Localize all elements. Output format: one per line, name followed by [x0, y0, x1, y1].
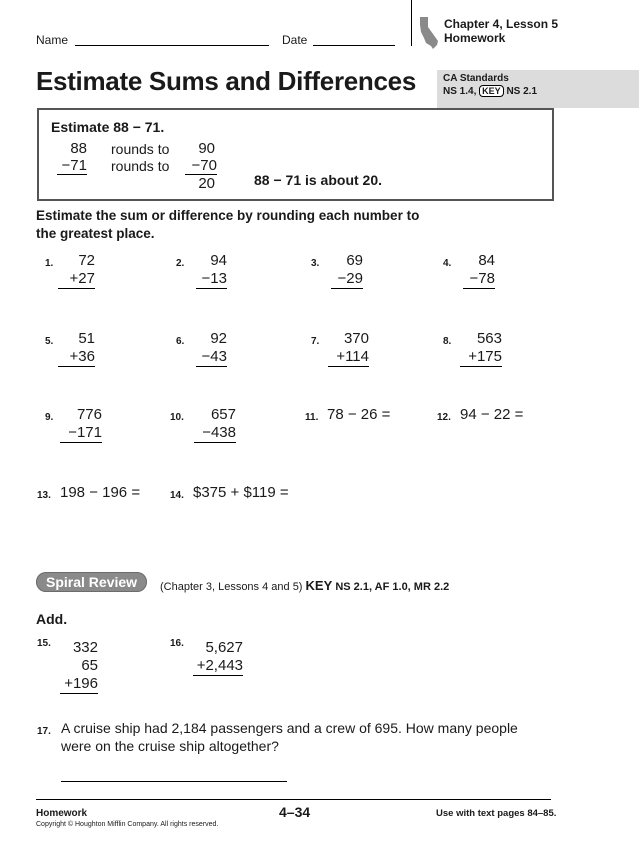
problem-top: 69 [346, 252, 363, 269]
problem-2 [196, 252, 227, 289]
problem-top: 94 [210, 252, 227, 269]
problem-bottom: −171 [60, 424, 102, 443]
ca-standards-line [443, 85, 537, 97]
problem-14-expression: $375 + $119 = [193, 484, 289, 501]
problem-number: 9. [45, 412, 54, 423]
date-field[interactable] [313, 45, 395, 46]
problem-4 [463, 252, 495, 289]
problem-number: 13. [37, 490, 51, 501]
problem-15 [60, 639, 98, 694]
problem-top: 84 [478, 252, 495, 269]
spiral-review-badge: Spiral Review [36, 572, 147, 592]
name-field[interactable] [75, 45, 269, 46]
problem-9 [60, 406, 102, 443]
problem-7 [328, 330, 369, 367]
problem-3 [331, 252, 363, 289]
problem-top: 72 [78, 252, 95, 269]
problem-number: 16. [170, 638, 184, 649]
addend-2: 65 [81, 657, 98, 674]
addend-1: 332 [72, 639, 98, 656]
problem-number: 6. [176, 336, 185, 347]
problem-top: 370 [343, 330, 369, 347]
problem-number: 15. [37, 638, 51, 649]
example-answer: 88 − 71 is about 20. [254, 172, 383, 188]
example-row1-round: 90 [198, 140, 215, 157]
footer-left: Homework [36, 808, 88, 819]
addend-3: +196 [60, 675, 98, 694]
problem-number: 11. [305, 412, 319, 423]
problem-number: 10. [170, 412, 184, 423]
problem-1 [58, 252, 95, 289]
problem-5 [58, 330, 95, 367]
problem-number: 2. [176, 258, 185, 269]
problem-13-expression: 198 − 196 = [60, 484, 141, 501]
problem-number: 14. [170, 490, 184, 501]
footer-right: Use with text pages 84–85. [436, 808, 557, 819]
problem-17-line2: were on the cruise ship altogether? [61, 738, 279, 754]
problem-top: 92 [210, 330, 227, 347]
problem-number: 4. [443, 258, 452, 269]
problem-12-expression: 94 − 22 = [460, 406, 524, 423]
spiral-key: KEY [305, 578, 333, 593]
page-title: Estimate Sums and Differences [36, 66, 416, 96]
example-row2-round: −70 [185, 157, 217, 175]
header-divider [411, 0, 412, 46]
problem-bottom: +36 [58, 348, 95, 367]
problem-8 [460, 330, 502, 367]
key-badge: KEY [479, 85, 504, 97]
copyright: Copyright © Houghton Mifflin Company. All rights reserved. [36, 821, 219, 828]
example-row2-text: rounds to [111, 158, 170, 174]
problem-16 [193, 639, 243, 676]
homework-label: Homework [444, 31, 506, 45]
spiral-ref-text: (Chapter 3, Lessons 4 and 5) [160, 581, 303, 593]
problem-number: 3. [311, 258, 320, 269]
spiral-standards: NS 2.1, AF 1.0, MR 2.2 [335, 581, 450, 593]
problem-17-line1: A cruise ship had 2,184 passengers and a crew of 695. How many people [61, 720, 518, 736]
example-row1-text: rounds to [111, 141, 170, 157]
problem-6 [196, 330, 227, 367]
problem-number: 5. [45, 336, 54, 347]
problem-number: 8. [443, 336, 452, 347]
california-map-icon [418, 16, 440, 55]
problem-bottom: −78 [463, 270, 495, 289]
problem-bottom: −13 [196, 270, 227, 289]
example-row1-num: 88 [70, 140, 87, 157]
name-label: Name [36, 33, 69, 47]
footer-divider [36, 799, 551, 800]
problem-number: 7. [311, 336, 320, 347]
example-box [37, 108, 554, 201]
problem-top: 776 [76, 406, 102, 423]
problem-top: 657 [210, 406, 236, 423]
ca-standards-box [437, 70, 639, 108]
add-label: Add. [36, 611, 68, 627]
chapter-label: Chapter 4, Lesson 5 [444, 17, 559, 31]
example-row2-num: −71 [57, 157, 87, 175]
problem-11-expression: 78 − 26 = [327, 406, 391, 423]
addend-2: +2,443 [193, 657, 243, 676]
example-heading: Estimate 88 − 71. [51, 119, 165, 135]
instructions: Estimate the sum or difference by rounding each number to the greatest place. [36, 208, 420, 241]
problem-10 [194, 406, 236, 443]
problem-number: 12. [437, 412, 451, 423]
problem-bottom: +114 [328, 348, 369, 367]
answer-line[interactable] [61, 781, 287, 782]
problem-bottom: +27 [58, 270, 95, 289]
example-result: 20 [198, 175, 215, 192]
problem-bottom: −438 [194, 424, 236, 443]
problem-number: 1. [45, 258, 54, 269]
problem-bottom: +175 [460, 348, 502, 367]
standards-post: NS 2.1 [506, 86, 538, 97]
standards-pre: NS 1.4, [443, 86, 477, 97]
date-label: Date [282, 33, 308, 47]
spiral-review-ref [160, 578, 449, 593]
ca-standards-heading: CA Standards [443, 73, 509, 84]
problem-top: 51 [78, 330, 95, 347]
problem-bottom: −43 [196, 348, 227, 367]
problem-number: 17. [37, 726, 51, 737]
addend-1: 5,627 [205, 639, 243, 656]
problem-top: 563 [476, 330, 502, 347]
problem-bottom: −29 [331, 270, 363, 289]
page-number: 4–34 [279, 804, 311, 820]
